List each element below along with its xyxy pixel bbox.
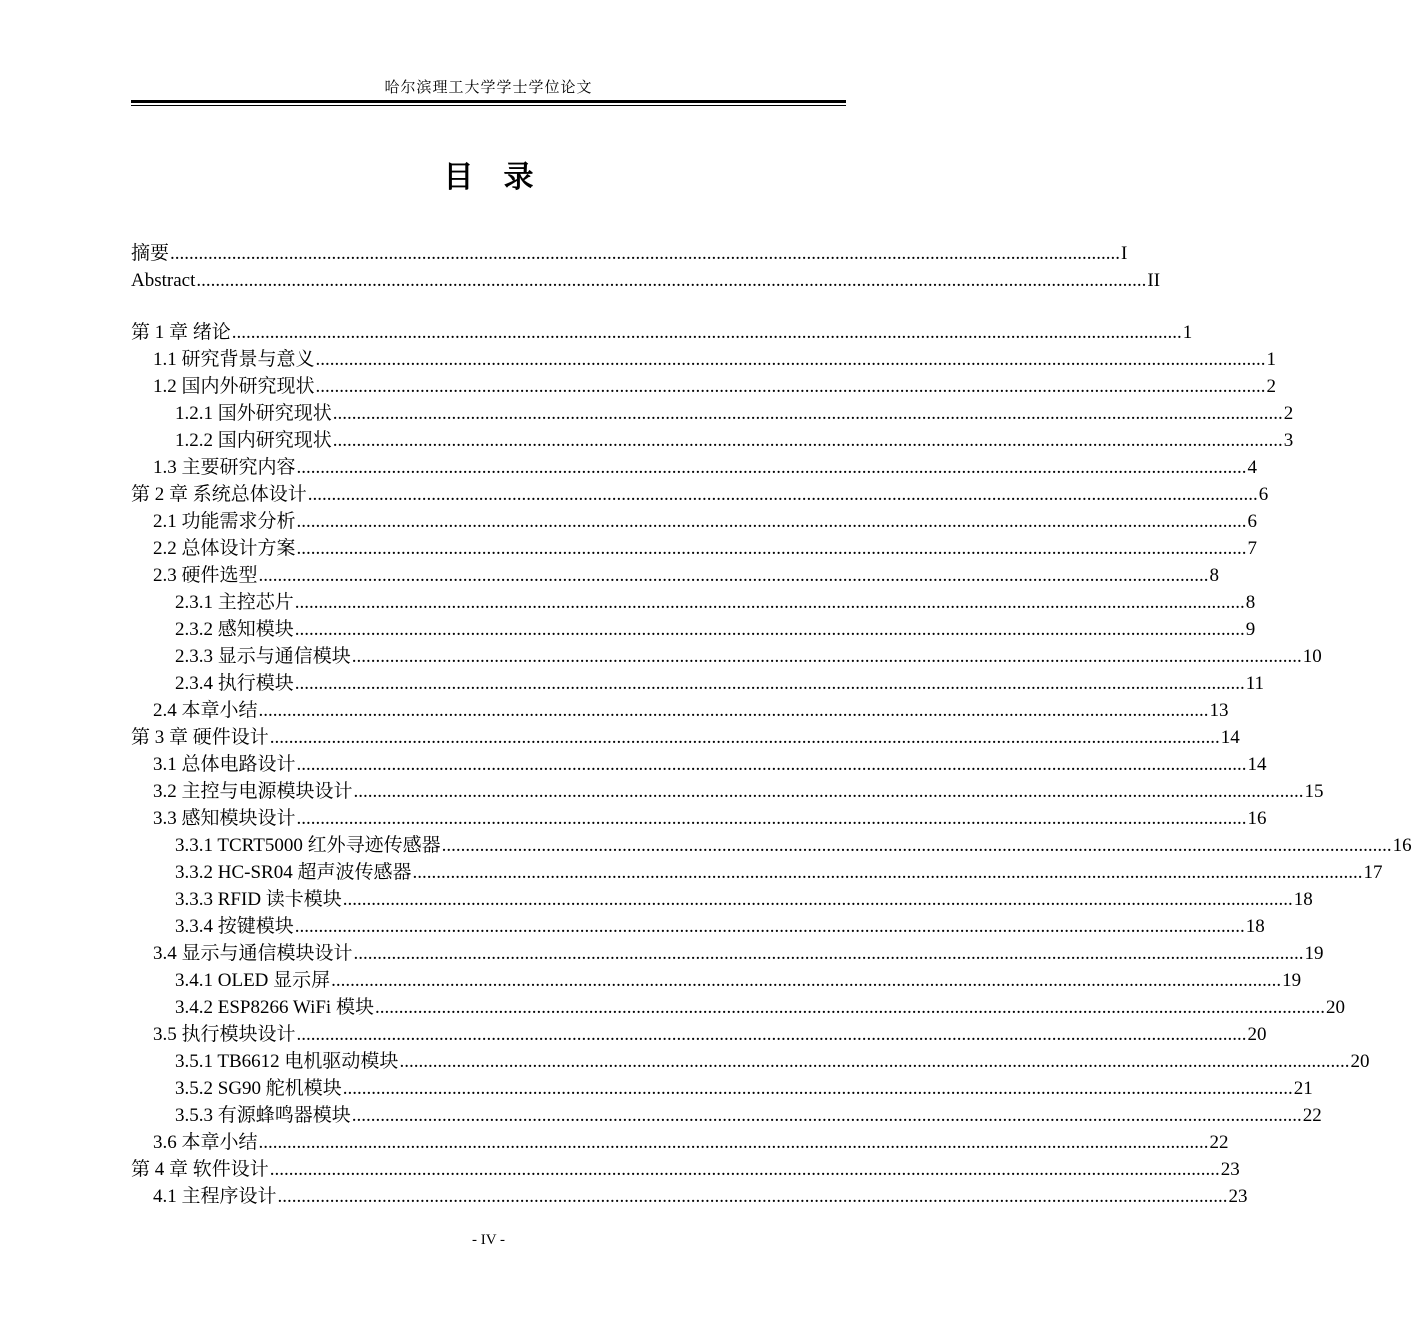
toc-entry-page: 13 <box>1209 700 1229 721</box>
page-header: 哈尔滨理工大学学士学位论文 <box>384 80 593 96</box>
toc-leader-dots: ........................................................................................................................................................................................................ <box>332 403 1283 424</box>
toc-leader-dots: ........................................................................................................................................................................................................ <box>296 754 1247 775</box>
toc-leader-dots: ........................................................................................................................................................................................................ <box>294 619 1245 640</box>
toc-entry-label: 3.4 显示与通信模块设计 <box>153 943 353 964</box>
toc-entry-label: 2.3.3 显示与通信模块 <box>175 646 351 667</box>
toc-entry-page: 4 <box>1247 457 1258 478</box>
toc-entry[interactable] <box>131 778 1324 805</box>
toc-entry[interactable] <box>131 967 1302 994</box>
toc-entry[interactable] <box>131 724 1240 751</box>
header-rule-thick <box>131 100 846 103</box>
toc-leader-dots: ........................................................................................................................................................................................................ <box>353 781 1304 802</box>
toc-entry[interactable] <box>131 1183 1248 1210</box>
toc-entry[interactable] <box>131 267 1161 294</box>
toc-entry-label: 3.3 感知模块设计 <box>153 808 296 829</box>
toc-entry-page: 23 <box>1228 1186 1248 1207</box>
toc-entry-label: 2.3.4 执行模块 <box>175 673 294 694</box>
toc-entry[interactable] <box>131 1021 1267 1048</box>
toc-entry-label: 第 4 章 软件设计 <box>131 1159 269 1180</box>
toc-entry-page: 1 <box>1182 322 1193 343</box>
toc-leader-dots: ........................................................................................................................................................................................................ <box>170 243 1121 264</box>
toc-entry[interactable] <box>131 1048 1370 1075</box>
toc-entry-label: 摘要 <box>131 243 170 264</box>
toc-entry-label: 4.1 主程序设计 <box>153 1186 277 1207</box>
toc-entry[interactable] <box>131 346 1277 373</box>
page-number: - IV - <box>471 1232 506 1248</box>
toc-entry-page: 18 <box>1245 916 1265 937</box>
toc-entry-page: 22 <box>1302 1105 1322 1126</box>
toc-entry-label: 3.3.3 RFID 读卡模块 <box>175 889 342 910</box>
toc-entry-page: 17 <box>1363 862 1383 883</box>
toc-entry-page: 20 <box>1325 997 1345 1018</box>
toc-leader-dots: ........................................................................................................................................................................................................ <box>294 592 1245 613</box>
toc-entry-label: 第 1 章 绪论 <box>131 322 231 343</box>
toc-leader-dots: ........................................................................................................................................................................................................ <box>196 270 1147 291</box>
toc-leader-dots: ........................................................................................................................................................................................................ <box>258 565 1209 586</box>
toc-entry[interactable] <box>131 616 1256 643</box>
toc-entry[interactable] <box>131 535 1258 562</box>
toc-entry[interactable] <box>131 1156 1240 1183</box>
toc-entry[interactable] <box>131 832 1412 859</box>
toc-entry-page: 20 <box>1350 1051 1370 1072</box>
toc-entry-page: 8 <box>1209 565 1220 586</box>
toc-entry-page: II <box>1147 270 1161 291</box>
table-of-contents <box>131 240 1412 1210</box>
toc-entry-label: 3.3.4 按键模块 <box>175 916 294 937</box>
toc-entry[interactable] <box>131 1102 1322 1129</box>
toc-entry[interactable] <box>131 240 1128 267</box>
toc-entry-page: 6 <box>1247 511 1258 532</box>
toc-leader-dots: ........................................................................................................................................................................................................ <box>296 808 1247 829</box>
toc-title: 目录 <box>443 160 564 195</box>
toc-entry-label: 1.1 研究背景与意义 <box>153 349 315 370</box>
toc-leader-dots: ........................................................................................................................................................................................................ <box>296 457 1247 478</box>
toc-entry-label: Abstract <box>131 270 196 291</box>
toc-entry-page: 14 <box>1247 754 1267 775</box>
toc-entry-page: 6 <box>1258 484 1269 505</box>
toc-leader-dots: ........................................................................................................................................................................................................ <box>351 1105 1302 1126</box>
toc-entry-label: 2.3.2 感知模块 <box>175 619 294 640</box>
toc-entry[interactable] <box>131 427 1294 454</box>
toc-entry-label: 第 3 章 硬件设计 <box>131 727 269 748</box>
toc-entry-page: 1 <box>1266 349 1277 370</box>
toc-entry-label: 2.1 功能需求分析 <box>153 511 296 532</box>
toc-entry[interactable] <box>131 643 1322 670</box>
toc-entry[interactable] <box>131 751 1267 778</box>
toc-entry-label: 2.4 本章小结 <box>153 700 258 721</box>
toc-entry[interactable] <box>131 913 1265 940</box>
toc-entry[interactable] <box>131 1129 1229 1156</box>
toc-leader-dots: ........................................................................................................................................................................................................ <box>315 376 1266 397</box>
toc-entry-label: 3.2 主控与电源模块设计 <box>153 781 353 802</box>
toc-entry-page: 20 <box>1247 1024 1267 1045</box>
toc-leader-dots: ........................................................................................................................................................................................................ <box>294 673 1245 694</box>
toc-leader-dots: ........................................................................................................................................................................................................ <box>331 970 1282 991</box>
toc-leader-dots: ........................................................................................................................................................................................................ <box>332 430 1283 451</box>
toc-leader-dots: ........................................................................................................................................................................................................ <box>374 997 1325 1018</box>
toc-entry-page: 8 <box>1245 592 1256 613</box>
toc-entry-page: 3 <box>1283 430 1294 451</box>
toc-leader-dots: ........................................................................................................................................................................................................ <box>351 646 1302 667</box>
toc-entry-page: 16 <box>1392 835 1412 856</box>
toc-entry-page: 19 <box>1304 943 1324 964</box>
toc-entry-page: 15 <box>1304 781 1324 802</box>
toc-leader-dots: ........................................................................................................................................................................................................ <box>296 511 1247 532</box>
toc-entry-label: 3.4.1 OLED 显示屏 <box>175 970 331 991</box>
toc-entry-label: 2.3.1 主控芯片 <box>175 592 294 613</box>
toc-leader-dots: ........................................................................................................................................................................................................ <box>412 862 1363 883</box>
toc-entry[interactable] <box>131 940 1324 967</box>
toc-leader-dots: ........................................................................................................................................................................................................ <box>294 916 1245 937</box>
toc-entry-page: 11 <box>1245 673 1265 694</box>
toc-entry[interactable] <box>131 670 1265 697</box>
toc-leader-dots: ........................................................................................................................................................................................................ <box>269 727 1220 748</box>
toc-leader-dots: ........................................................................................................................................................................................................ <box>277 1186 1228 1207</box>
toc-entry-label: 3.4.2 ESP8266 WiFi 模块 <box>175 997 374 1018</box>
toc-entry-label: 3.3.1 TCRT5000 红外寻迹传感器 <box>175 835 441 856</box>
toc-entry-page: 21 <box>1293 1078 1313 1099</box>
toc-entry[interactable] <box>131 805 1267 832</box>
toc-entry-label: 3.5.2 SG90 舵机模块 <box>175 1078 342 1099</box>
toc-entry-label: 第 2 章 系统总体设计 <box>131 484 307 505</box>
toc-entry-page: 23 <box>1220 1159 1240 1180</box>
toc-entry[interactable] <box>131 454 1258 481</box>
toc-entry-label: 3.3.2 HC-SR04 超声波传感器 <box>175 862 412 883</box>
toc-entry-label: 1.3 主要研究内容 <box>153 457 296 478</box>
toc-leader-dots: ........................................................................................................................................................................................................ <box>399 1051 1350 1072</box>
toc-entry-page: 9 <box>1245 619 1256 640</box>
toc-entry-label: 3.1 总体电路设计 <box>153 754 296 775</box>
toc-entry-label: 3.5 执行模块设计 <box>153 1024 296 1045</box>
toc-entry-label: 1.2.2 国内研究现状 <box>175 430 332 451</box>
toc-entry[interactable] <box>131 859 1383 886</box>
toc-entry-label: 3.5.1 TB6612 电机驱动模块 <box>175 1051 399 1072</box>
header-rule-thin <box>131 105 846 106</box>
toc-entry[interactable] <box>131 1075 1313 1102</box>
toc-entry-label: 2.2 总体设计方案 <box>153 538 296 559</box>
toc-leader-dots: ........................................................................................................................................................................................................ <box>258 700 1209 721</box>
toc-entry[interactable] <box>131 319 1193 346</box>
toc-entry[interactable] <box>131 589 1256 616</box>
toc-leader-dots: ........................................................................................................................................................................................................ <box>269 1159 1220 1180</box>
toc-leader-dots: ........................................................................................................................................................................................................ <box>315 349 1266 370</box>
toc-entry[interactable] <box>131 994 1345 1021</box>
toc-entry-page: 22 <box>1209 1132 1229 1153</box>
toc-leader-dots: ........................................................................................................................................................................................................ <box>307 484 1258 505</box>
toc-leader-dots: ........................................................................................................................................................................................................ <box>296 1024 1247 1045</box>
toc-leader-dots: ........................................................................................................................................................................................................ <box>296 538 1247 559</box>
toc-entry-page: 2 <box>1266 376 1277 397</box>
toc-entry[interactable] <box>131 400 1294 427</box>
toc-entry-page: 16 <box>1247 808 1267 829</box>
toc-entry-page: 14 <box>1220 727 1240 748</box>
toc-leader-dots: ........................................................................................................................................................................................................ <box>342 889 1293 910</box>
toc-entry[interactable] <box>131 481 1269 508</box>
toc-entry-page: I <box>1121 243 1128 264</box>
toc-leader-dots: ........................................................................................................................................................................................................ <box>342 1078 1293 1099</box>
toc-leader-dots: ........................................................................................................................................................................................................ <box>353 943 1304 964</box>
toc-leader-dots: ........................................................................................................................................................................................................ <box>231 322 1182 343</box>
toc-entry[interactable] <box>131 697 1229 724</box>
toc-leader-dots: ........................................................................................................................................................................................................ <box>258 1132 1209 1153</box>
toc-entry[interactable] <box>131 373 1277 400</box>
toc-entry-page: 2 <box>1283 403 1294 424</box>
toc-entry-label: 3.5.3 有源蜂鸣器模块 <box>175 1105 351 1126</box>
toc-entry-page: 10 <box>1302 646 1322 667</box>
toc-entry-page: 7 <box>1247 538 1258 559</box>
toc-entry-page: 19 <box>1282 970 1302 991</box>
toc-entry-page: 18 <box>1293 889 1313 910</box>
toc-entry[interactable] <box>131 562 1220 589</box>
toc-leader-dots: ........................................................................................................................................................................................................ <box>441 835 1392 856</box>
toc-entry[interactable] <box>131 508 1258 535</box>
toc-entry-label: 2.3 硬件选型 <box>153 565 258 586</box>
toc-entry-label: 1.2.1 国外研究现状 <box>175 403 332 424</box>
toc-entry[interactable] <box>131 886 1313 913</box>
toc-entry-label: 3.6 本章小结 <box>153 1132 258 1153</box>
toc-entry-label: 1.2 国内外研究现状 <box>153 376 315 397</box>
